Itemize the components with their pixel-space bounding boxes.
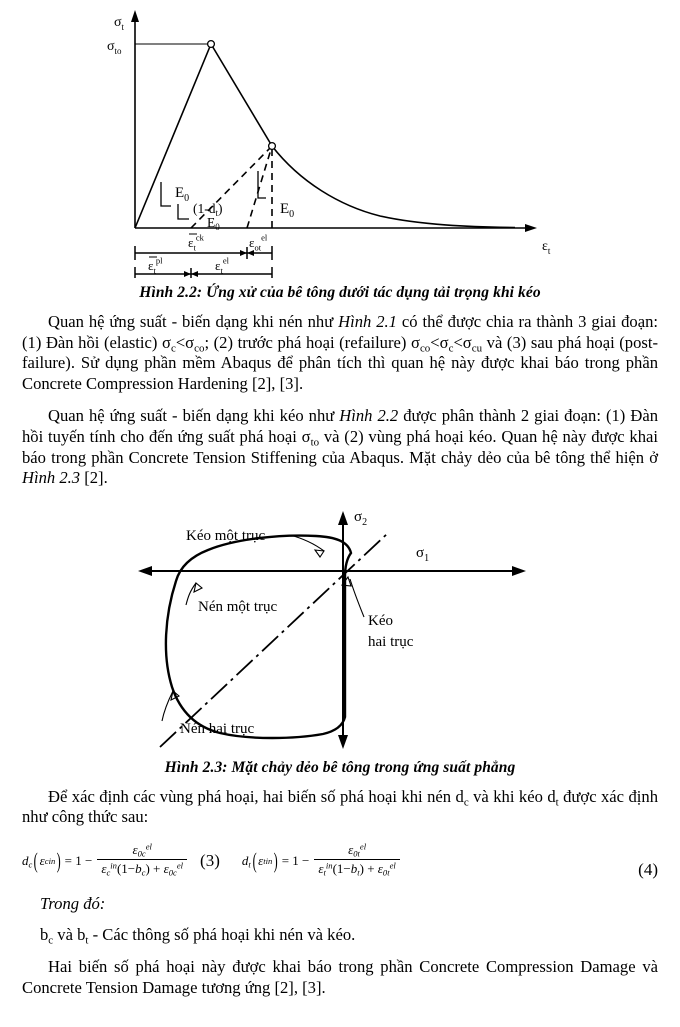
slope-triangle-damaged	[178, 204, 189, 219]
y-axis-arrow	[131, 10, 139, 22]
leader-biaxial-compression	[162, 691, 173, 721]
strain-elastic-undamaged-label: $\varepsilon_{ot}^{el}$	[249, 232, 268, 253]
eq4-numerator: $\varepsilon_{0t}^{el}$	[348, 842, 367, 859]
uniaxial-tension-callout: Kéo một trục	[186, 527, 266, 544]
e0-unload-label: $E_0$	[280, 201, 295, 220]
para2-lead: Quan hệ ứng suất - biến dạng khi kéo như	[48, 406, 340, 426]
plane-stress-yield-surface	[120, 495, 560, 753]
arrowhead-uniaxial-compression	[194, 583, 202, 592]
strain-cracking-label: $\varepsilon_t^{ck}$	[188, 232, 204, 253]
unloading-point	[269, 143, 276, 150]
softening-branch-upper	[211, 44, 272, 146]
equation-3: $d_c$ ( ε c in ) = 1 − $\frac{\varepsilon_{0c}^{el}}{\varepsilon_c^{in}(1-b_c) + \varepsilon_{0c}^{el}}$	[22, 843, 190, 878]
para1-figure-ref: Hình 2.1	[338, 312, 397, 331]
leader-uniaxial-tension	[290, 535, 324, 551]
damaged-modulus-label-line2: $E_0$	[207, 215, 220, 232]
sigma2-axis-bottom-arrow	[338, 735, 348, 749]
para2-end: [2].	[80, 468, 108, 488]
slope-triangle-e0-unload	[258, 171, 266, 198]
paragraph-parameters: $b_c$ và $b_t$ - Các thông số phá hoại khi nén và kéo.	[40, 924, 356, 946]
leader-biaxial-tension	[350, 579, 364, 617]
biaxial-tension-callout-line2: hai trục	[368, 633, 414, 650]
eq4-arg: ε	[258, 852, 264, 868]
strain-plastic-label: $\varepsilon_t^{pl}$	[148, 255, 163, 276]
eq4-denominator: $\varepsilon_t^{in}(1-b_t) + \varepsilon_{0t}^{el}$	[314, 859, 399, 877]
softening-branch-tail	[272, 146, 515, 228]
equation-4: $d_t$ ( ε t in ) = 1 − $\frac{\varepsilon_{0t}^{el}}{\varepsilon_t^{in}(1-b_t) + \varepsilon_{0t}^{el}}$	[242, 843, 403, 878]
para2-figure-ref: Hình 2.2	[339, 406, 399, 426]
figure-2-3-block	[0, 495, 680, 753]
peak-stress-point	[208, 41, 215, 48]
eq4-fn-sub: t	[248, 859, 251, 870]
where-label: Trong đó:	[40, 893, 106, 913]
x-axis-label: $\varepsilon_t$	[542, 239, 551, 256]
eq4-fraction	[314, 842, 399, 877]
sigma2-axis-label: $\sigma_2$	[354, 508, 368, 528]
eq3-equals: = 1 −	[64, 852, 93, 868]
equation-3-number: (3)	[200, 850, 220, 870]
paragraph-tension-relation	[0, 406, 680, 488]
sigma1-axis-label: $\sigma_1$	[416, 544, 430, 564]
uniaxial-compression-callout: Nén một trục	[198, 598, 278, 615]
para2-figure-ref2: Hình 2.3	[22, 468, 81, 488]
biaxial-tension-callout-line1: Kéo	[368, 612, 393, 629]
sigma1-axis-right-arrow	[512, 566, 526, 576]
eq3-numerator: $\varepsilon_{0c}^{el}$	[132, 842, 152, 859]
equations-row	[0, 834, 680, 888]
sigma1-axis-left-arrow	[138, 566, 152, 576]
eq3-denominator: $\varepsilon_c^{in}(1-b_c) + \varepsilon_{0c}^{el}$	[97, 859, 187, 877]
sigma2-axis-top-arrow	[338, 511, 348, 525]
eq3-fn: d	[22, 852, 29, 868]
para1-rest: có thể được chia ra thành 3 giai đoạn: (1) Đàn hồi (elastic) $\sigma_c<\sigma_{co}$; (2) trước phá hoại (refailure) $\sigma_{co}<\sigma_c<\sigma_{cu}$ và (3) sau phá hoại (post-failure). Sử dụng phần mềm Abaqus để phân tích thì quan hệ này được khai báo trong phần Concrete Compression Hardening [2], [3].	[22, 312, 658, 393]
equation-4-number: (4)	[638, 859, 658, 879]
eq3-arg: ε	[39, 852, 45, 868]
para2-middle: được phân thành 2 giai đoạn: (1) Đàn hồi tuyến tính cho đến ứng suất phá hoại $\sigma_{to}$ và (2) vùng phá hoại kéo. Quan hệ này được khai báo trong phần Concrete Tension Stiffening của Abaqus. Mặt chảy dẻo của bê tông thể hiện ở	[22, 406, 658, 467]
eq3-fraction	[97, 842, 187, 877]
e0-elastic-label: $E_0$	[175, 185, 190, 204]
hydrostatic-axis	[160, 533, 388, 747]
yield-surface-envelope	[166, 535, 351, 737]
paragraph-damage-declaration: Hai biến số phá hoại này được khai báo trong phần Concrete Compression Damage và Concrete Tension Damage tương ứng [2], [3].	[22, 957, 658, 997]
figure-2-2-block	[0, 0, 680, 278]
eq4-fn: d	[241, 852, 249, 868]
y-axis-label: $\sigma_t$	[114, 15, 125, 32]
eq4-equals: = 1 −	[281, 852, 310, 868]
figure-2-3-caption: Hình 2.3: Mặt chảy dẻo bê tông trong ứng suất phẳng	[164, 758, 516, 776]
strain-elastic-label: $\varepsilon_t^{el}$	[215, 255, 229, 276]
slope-triangle-e0	[161, 182, 171, 206]
figure-2-2-caption: Hình 2.2: Ứng xử của bê tông dưới tác dụng tải trọng khi kéo	[139, 284, 541, 301]
arrowhead-uniaxial-tension	[315, 550, 324, 557]
peak-stress-label: $\sigma_{to}$	[107, 39, 122, 56]
eq3-fn-sub: c	[28, 859, 33, 870]
paragraph-compression-relation	[0, 312, 680, 394]
damaged-modulus-label-line1: $(1-d_t)$	[193, 201, 223, 218]
para1-lead: Quan hệ ứng suất - biến dạng khi nén như	[48, 312, 339, 331]
leader-uniaxial-compression	[186, 583, 196, 605]
biaxial-compression-callout: Nén hai trục	[180, 720, 255, 737]
tension-stress-strain-diagram	[90, 0, 590, 278]
x-axis-arrow	[525, 224, 537, 232]
paragraph-damage-variables: Để xác định các vùng phá hoại, hai biến số phá hoại khi nén $d_c$ và khi kéo $d_t$ được xác định như công thức sau:	[22, 786, 658, 827]
